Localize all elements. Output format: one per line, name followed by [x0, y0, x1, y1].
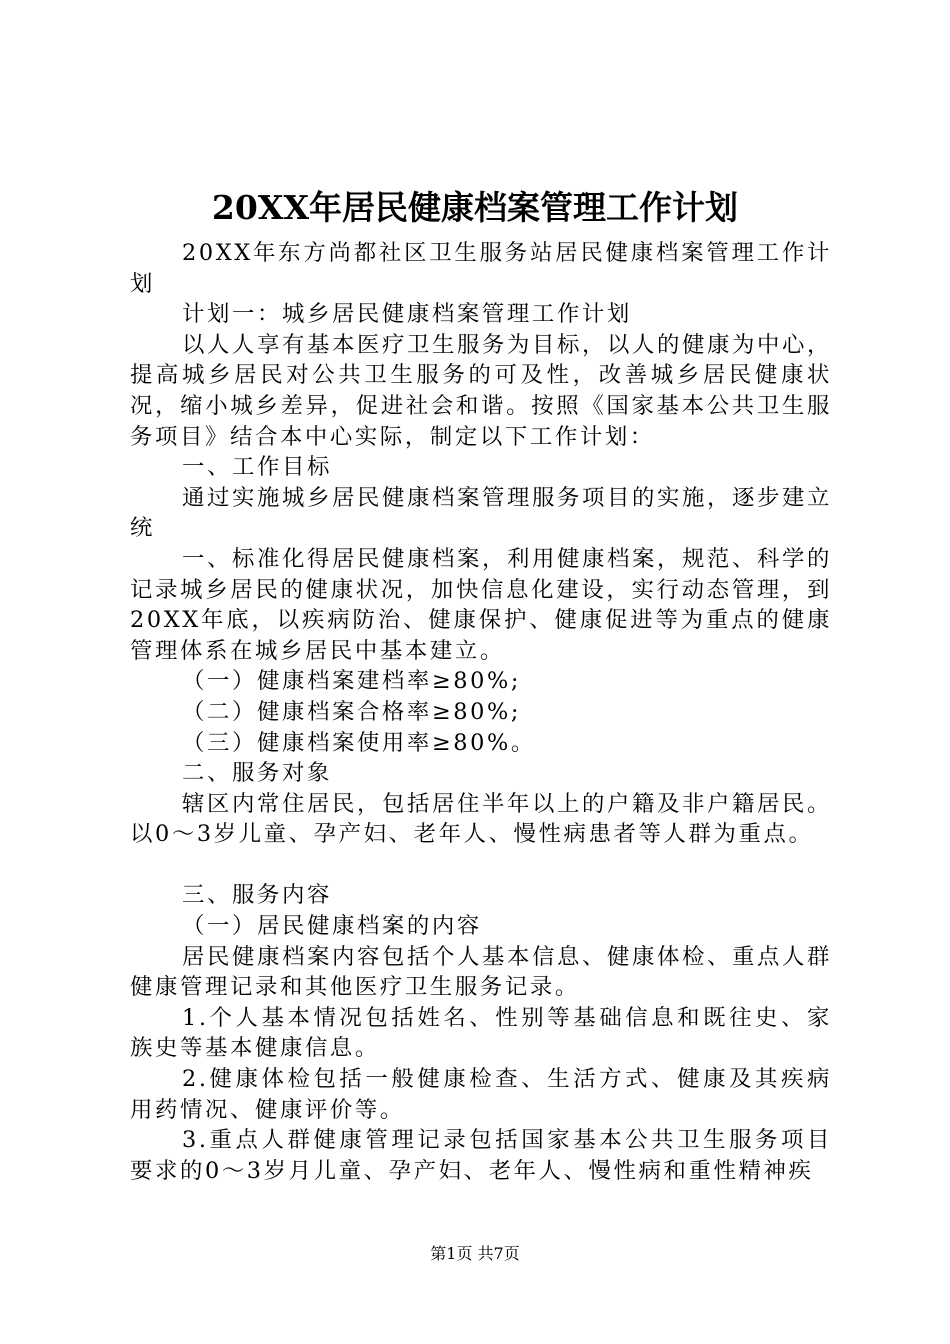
paragraph-standardized: 一、标准化得居民健康档案，利用健康档案，规范、科学的记录城乡居民的健康状况，加快信息化建设，实行动态管理，到20XX年底，以疾病防治、健康保护、健康促进等为重点的健康管理体系在城乡居民中基本建立。 — [130, 545, 832, 664]
list-item-rate-1: （一）健康档案建档率≥80%; — [182, 668, 521, 695]
heading-work-goals: 一、工作目标 — [182, 454, 332, 481]
heading-service-target: 二、服务对象 — [182, 760, 332, 787]
heading-service-content: 三、服务内容 — [182, 882, 332, 909]
document-body — [130, 238, 832, 1186]
paragraph-plan-one: 计划一：城乡居民健康档案管理工作计划 — [182, 301, 632, 328]
list-item-health-check: 2.健康体检包括一般健康检查、生活方式、健康及其疾病用药情况、健康评价等。 — [130, 1066, 832, 1123]
list-item-basic-info: 1.个人基本情况包括姓名、性别等基础信息和既往史、家族史等基本健康信息。 — [130, 1004, 832, 1062]
paragraph-record-content: 居民健康档案内容包括个人基本信息、健康体检、重点人群健康管理记录和其他医疗卫生服务记录。 — [130, 943, 832, 1001]
subheading-record-content: （一）居民健康档案的内容 — [182, 913, 482, 940]
page-number-footer: 第1页 共7页 — [430, 1244, 520, 1263]
list-item-rate-2: （二）健康档案合格率≥80%; — [182, 698, 521, 725]
document-title: 20XX年居民健康档案管理工作计划 — [211, 188, 739, 227]
paragraph-intro: 以人人享有基本医疗卫生服务为目标，以人的健康为中心，提高城乡居民对公共卫生服务的可及性，改善城乡居民健康状况，缩小城乡差异，促进社会和谐。按照《国家基本公共卫生服务项目》结合本中心实际，制定以下工作计划： — [130, 331, 832, 450]
paragraph-service-target: 辖区内常住居民，包括居住半年以上的户籍及非户籍居民。以0～3岁儿童、孕产妇、老年人、慢性病患者等人群为重点。 — [130, 790, 832, 848]
paragraph-subtitle: 20XX年东方尚都社区卫生服务站居民健康档案管理工作计划 — [130, 240, 832, 297]
paragraph-goals: 通过实施城乡居民健康档案管理服务项目的实施，逐步建立统 — [130, 484, 832, 542]
list-item-key-groups: 3.重点人群健康管理记录包括国家基本公共卫生服务项目要求的0～3岁月儿童、孕产妇、老年人、慢性病和重性精神疾 — [130, 1127, 832, 1184]
list-item-rate-3: （三）健康档案使用率≥80%。 — [182, 729, 536, 756]
